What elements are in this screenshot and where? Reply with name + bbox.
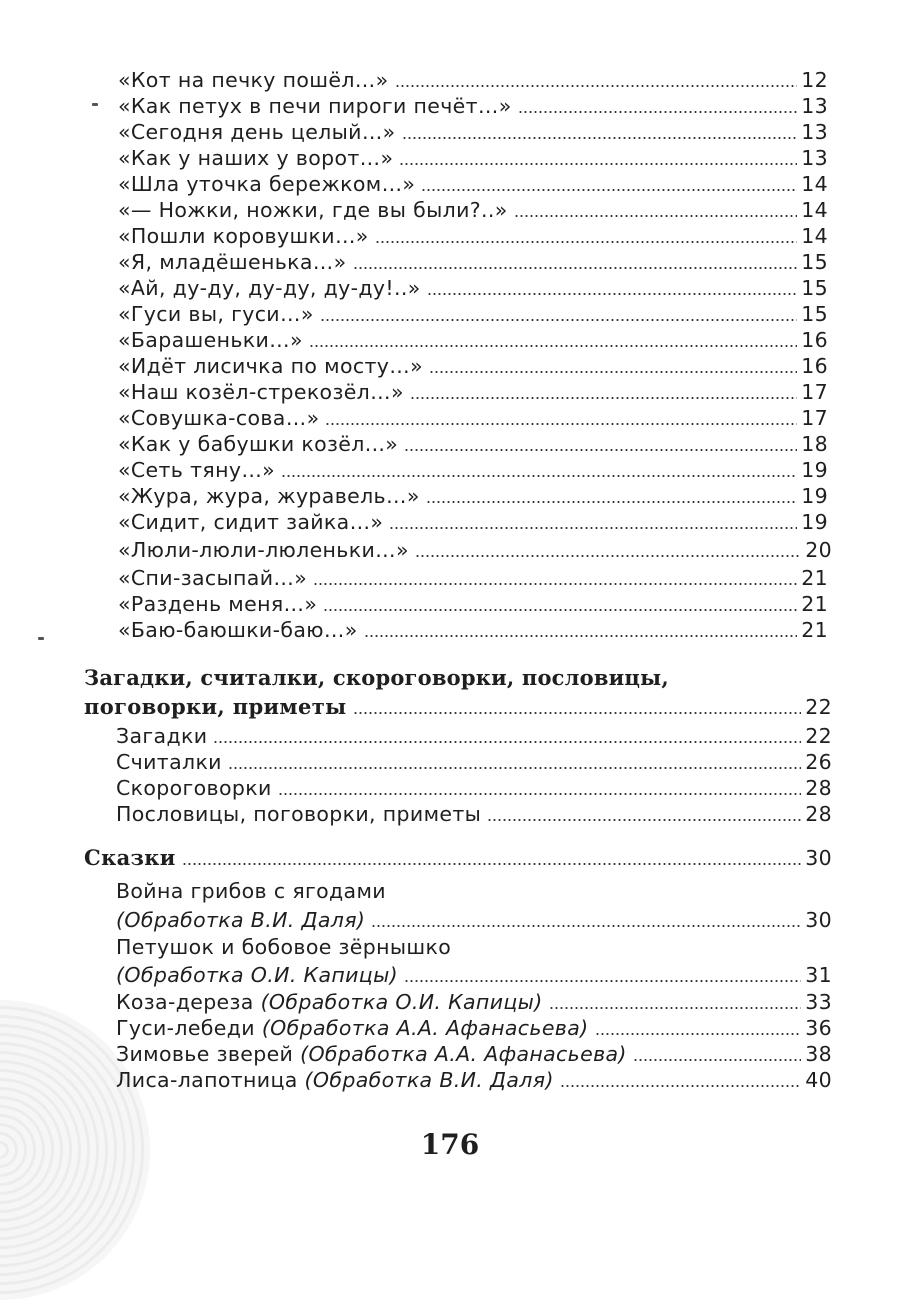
toc-entry[interactable]: «Сеть тяну…» 19 — [118, 458, 828, 482]
toc-entry[interactable]: «Как у наших у ворот…» 13 — [118, 146, 828, 170]
tale-title[interactable]: Война грибов с ягодами — [116, 879, 386, 903]
dot-leader — [404, 980, 801, 982]
toc-entry[interactable]: «Я, младёшенька…» 15 — [118, 250, 828, 274]
dot-leader — [426, 501, 797, 503]
toc-entry[interactable]: «Барашеньки…» 16 — [118, 328, 828, 352]
dot-leader — [427, 293, 798, 295]
dot-leader — [228, 767, 801, 769]
toc-entry[interactable]: «Наш козёл-стрекозёл…» 17 — [118, 380, 828, 404]
page-number: 176 — [420, 1128, 480, 1161]
toc-entry[interactable]: «Сидит, сидит зайка…» 19 — [118, 510, 828, 534]
toc-entry[interactable]: «Сегодня день целый…» 13 — [118, 120, 828, 144]
dot-leader — [595, 1033, 802, 1035]
toc-entry[interactable]: «Кот на печку пошёл…» 12 — [118, 68, 828, 92]
dot-leader — [560, 1085, 801, 1087]
dot-leader — [399, 163, 797, 165]
toc-subentry[interactable]: Считалки 26 — [116, 750, 832, 774]
section-heading-tales[interactable]: Сказки 30 — [84, 845, 832, 870]
toc-entry[interactable]: «Идёт лисичка по мосту…» 16 — [118, 354, 828, 378]
toc-entry[interactable]: «Пошли коровушки…» 14 — [118, 224, 828, 248]
dot-leader — [404, 449, 797, 451]
toc-entry[interactable]: «Люли-люли-люленьки…» 20 — [118, 538, 832, 562]
dot-leader — [402, 137, 798, 139]
dot-leader — [353, 267, 798, 269]
dot-leader — [281, 475, 797, 477]
dot-leader — [487, 819, 801, 821]
toc-entry[interactable]: «Как у бабушки козёл...» 18 — [118, 432, 828, 456]
toc-entry[interactable]: «Жура, жура, журавель…» 19 — [118, 484, 828, 508]
toc-subentry[interactable]: Пословицы, поговорки, приметы 28 — [116, 802, 832, 826]
dot-leader — [549, 1007, 802, 1009]
toc-subentry[interactable]: Загадки 22 — [116, 724, 832, 748]
dot-leader — [395, 85, 798, 87]
dot-leader — [323, 609, 797, 611]
toc-entry[interactable]: «Как петух в печи пироги печёт…» 13 — [118, 94, 828, 118]
dot-leader — [278, 793, 802, 795]
section-heading-riddles[interactable]: Загадки, считалки, скороговорки, пословицы, — [84, 665, 669, 690]
dot-leader — [633, 1059, 801, 1061]
dot-leader — [429, 371, 797, 373]
dot-leader — [415, 555, 801, 557]
dot-leader — [514, 215, 798, 217]
toc-entry[interactable]: «Спи-засыпай…» 21 — [118, 566, 828, 590]
section-heading-riddles-line2[interactable]: поговорки, приметы 22 — [84, 694, 832, 719]
dot-leader — [389, 527, 797, 529]
toc-entry[interactable]: «Баю-баюшки-баю…» 21 — [118, 618, 828, 642]
dot-leader — [518, 111, 798, 113]
tale-title[interactable]: Петушок и бобовое зёрнышко — [116, 935, 452, 959]
dot-leader — [309, 345, 797, 347]
toc-entry[interactable]: «Шла уточка бережком…» 14 — [118, 172, 828, 196]
edge-mark — [38, 637, 44, 640]
dot-leader — [375, 241, 798, 243]
dot-leader — [364, 635, 798, 637]
toc-entry[interactable]: «Ай, ду-ду, ду-ду, ду-ду!..» 15 — [118, 276, 828, 300]
toc-subentry[interactable]: Гуси-лебеди (Обработка А.А. Афанасьева) 36 — [116, 1016, 832, 1040]
edge-mark — [92, 103, 98, 106]
toc-subentry[interactable]: (Обработка О.И. Капицы) 31 — [116, 963, 832, 987]
toc-entry[interactable]: «Совушка-сова…» 17 — [118, 406, 828, 430]
dot-leader — [353, 712, 802, 714]
dot-leader — [371, 925, 801, 927]
toc-subentry[interactable]: Зимовье зверей (Обработка А.А. Афанасьева) 38 — [116, 1042, 832, 1066]
toc-subentry[interactable]: Коза-дереза (Обработка О.И. Капицы) 33 — [116, 990, 832, 1014]
toc-entry[interactable]: «— Ножки, ножки, где вы были?..» 14 — [118, 198, 828, 222]
dot-leader — [410, 397, 797, 399]
toc-subentry[interactable]: Лиса-лапотница (Обработка В.И. Даля) 40 — [116, 1068, 832, 1092]
dot-leader — [325, 423, 797, 425]
toc-entry[interactable]: «Гуси вы, гуси…» 15 — [118, 302, 828, 326]
dot-leader — [313, 583, 797, 585]
dot-leader — [182, 863, 801, 865]
toc-entry[interactable]: «Раздень меня…» 21 — [118, 592, 828, 616]
dot-leader — [421, 189, 797, 191]
dot-leader — [213, 741, 801, 743]
dot-leader — [320, 319, 797, 321]
toc-subentry[interactable]: (Обработка В.И. Даля) 30 — [116, 908, 832, 932]
toc-subentry[interactable]: Скороговорки 28 — [116, 776, 832, 800]
